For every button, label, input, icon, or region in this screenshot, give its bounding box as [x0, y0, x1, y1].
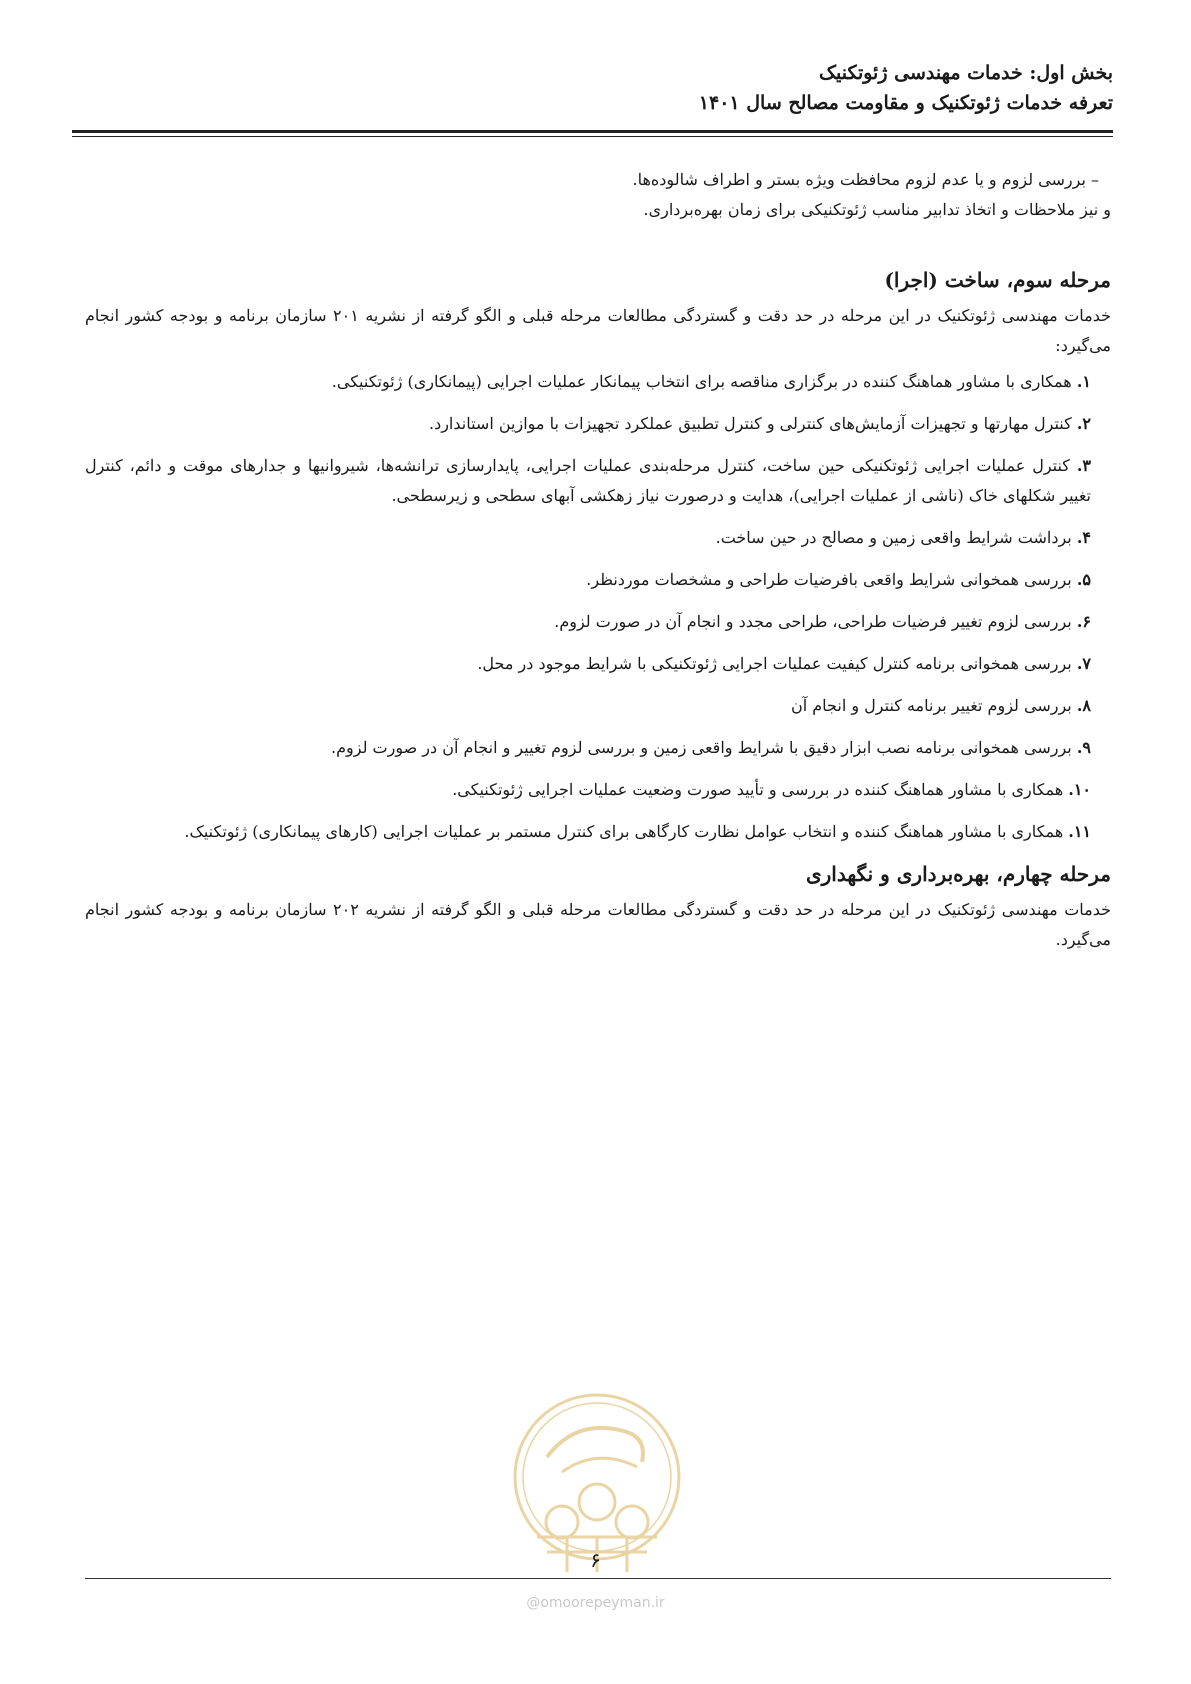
intro-line: و نیز ملاحظات و اتخاذ تدابیر مناسب ژئوتکنیکی برای زمان بهره‌برداری.	[643, 200, 1111, 219]
list-item: ۲. کنترل مهارتها و تجهیزات آزمایش‌های کنترلی و کنترل تطبیق عملکرد تجهیزات با موازین استاندارد.	[428, 414, 1091, 433]
list-item: ۹. بررسی همخوانی برنامه نصب ابزار دقیق با شرایط واقعی زمین و بررسی لزوم تغییر و انجام آن در صورت لزوم.	[331, 738, 1091, 757]
header-rule-thick	[72, 130, 1113, 133]
stage3-paragraph: خدمات مهندسی ژئوتکنیک در این مرحله در حد دقت و گستردگی مطالعات مرحله قبلی و الگو گرفته از نشریه ۲۰۱ سازمان برنامه و بودجه کشور انجام می‌گیرد:	[85, 306, 1112, 355]
footer-rule	[85, 1578, 1111, 1579]
header-document-title: تعرفه خدمات ژئوتکنیک و مقاومت مصالح سال ۱۴۰۱	[698, 92, 1113, 114]
list-item: ۱۰. همکاری با مشاور هماهنگ کننده در بررسی و تأیید صورت وضعیت عملیات اجرایی ژئوتکنیکی.	[452, 780, 1091, 799]
intro-dash-line: – بررسی لزوم و یا عدم لزوم محافظت ویژه بستر و اطراف شالوده‌ها.	[632, 170, 1099, 189]
list-item: ۶. بررسی لزوم تغییر فرضیات طراحی، طراحی مجدد و انجام آن در صورت لزوم.	[554, 612, 1091, 631]
page-body	[85, 165, 1111, 955]
list-item: ۴. برداشت شرایط واقعی زمین و مصالح در حین ساخت.	[715, 528, 1091, 547]
list-item: ۷. بررسی همخوانی برنامه کنترل کیفیت عملیات اجرایی ژئوتکنیکی با شرایط موجود در محل.	[477, 654, 1091, 673]
list-item: ۵. بررسی همخوانی شرایط واقعی بافرضیات طراحی و مشخصات موردنظر.	[586, 570, 1091, 589]
stage4-title: مرحله چهارم، بهره‌برداری و نگهداری	[805, 862, 1111, 886]
list-item: ۸. بررسی لزوم تغییر برنامه کنترل و انجام آن	[790, 696, 1091, 715]
list-item: ۱. همکاری با مشاور هماهنگ کننده در برگزاری مناقصه برای انتخاب پیمانکار عملیات اجرایی (پیمانکاری) ژئوتکنیکی.	[331, 372, 1091, 391]
list-item: ۱۱. همکاری با مشاور هماهنگ کننده و انتخاب عوامل نظارت کارگاهی برای کنترل مستمر بر عملیات اجرایی (کارهای پیمانکاری) ژئوتکنیک.	[184, 822, 1091, 841]
stage3-title: مرحله سوم، ساخت (اجرا)	[884, 268, 1111, 292]
list-item: ۳. کنترل عملیات اجرایی ژئوتکنیکی حین ساخت، کنترل مرحله‌بندی عملیات اجرایی، پایدارسازی ترانشه‌ها، شیروانیها و جدارهای موقت و دائم، کنترل تغییر شکلهای خاک (ناشی از عملیات اجرایی)، هدایت و درصورت نیاز زهکشی آبهای سطحی و زیرسطحی.	[85, 456, 1091, 505]
watermark-url: @omoorepeyman.ir	[526, 1595, 665, 1611]
header-rule-thin	[72, 136, 1113, 137]
stage4-paragraph: خدمات مهندسی ژئوتکنیک در این مرحله در حد دقت و گستردگی مطالعات مرحله قبلی و الگو گرفته از نشریه ۲۰۲ سازمان برنامه و بودجه کشور انجام می‌گیرد.	[85, 900, 1112, 949]
page-header	[78, 58, 1113, 118]
stage3-list	[85, 367, 1111, 847]
page-number: ۶	[590, 1548, 601, 1572]
header-section-title: بخش اول: خدمات مهندسی ژئوتکنیک	[818, 62, 1113, 84]
